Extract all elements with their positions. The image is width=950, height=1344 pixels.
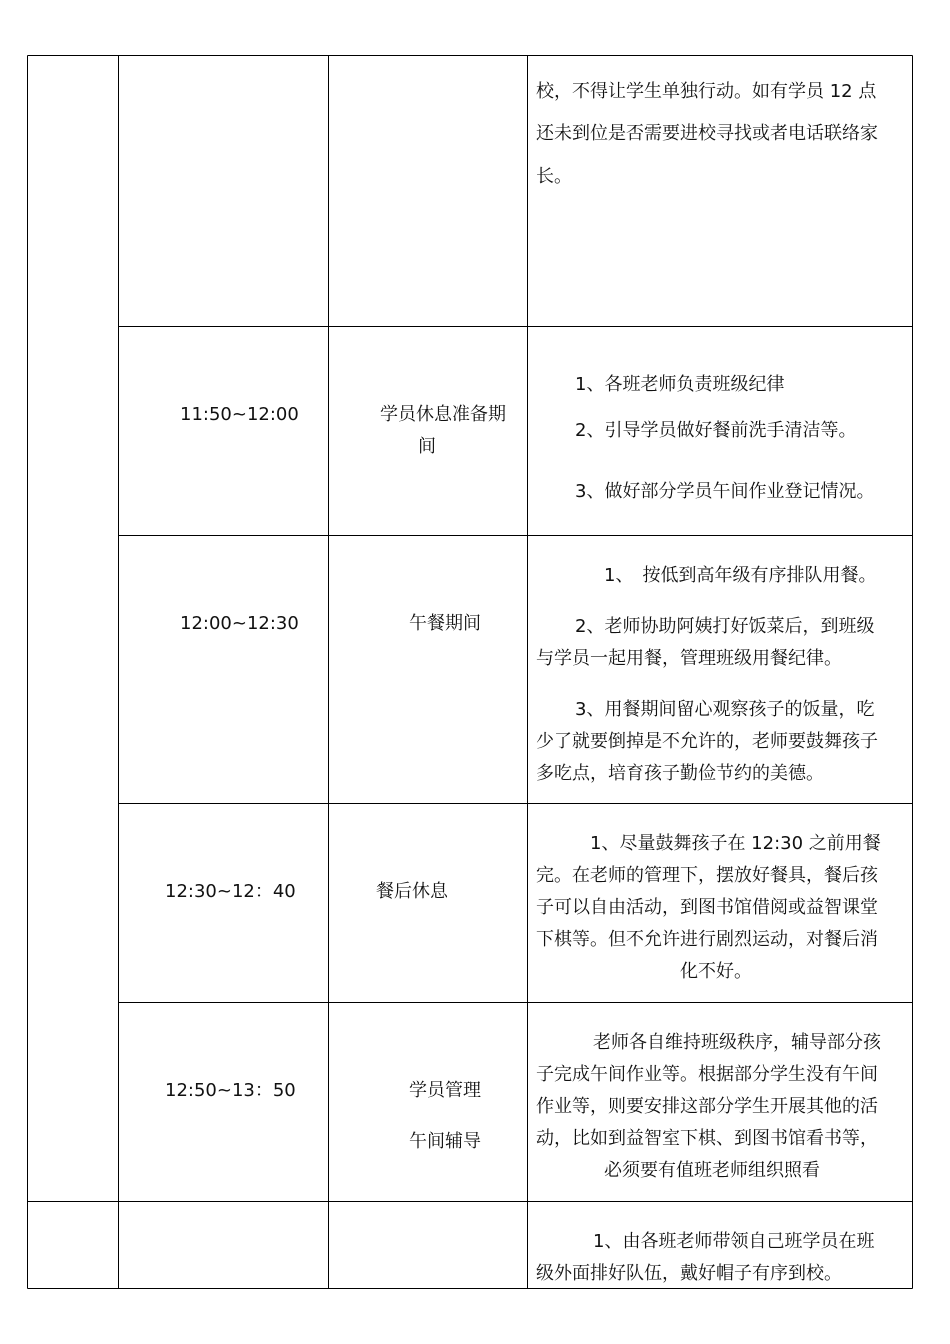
detail-line: 子完成午间作业等。根据部分学生没有午间 [536, 1064, 878, 1085]
detail-line: 1、尽量鼓舞孩子在 12:30 之前用餐 [590, 833, 881, 854]
detail-line: 2、引导学员做好餐前洗手清洁等。 [575, 420, 857, 441]
time-slot: 12:50~13：50 [165, 1080, 296, 1101]
detail-line: 3、做好部分学员午间作业登记情况。 [575, 481, 875, 502]
detail-line: 1、由各班老师带领自己班学员在班 [593, 1231, 875, 1252]
activity-label: 学员管理 [409, 1080, 481, 1101]
detail-line: 2、老师协助阿姨打好饭菜后，到班级 [575, 616, 875, 637]
detail-line: 多吃点，培育孩子勤俭节约的美德。 [536, 763, 824, 784]
detail-line: 与学员一起用餐，管理班级用餐纪律。 [536, 648, 842, 669]
time-slot: 11:50~12:00 [180, 404, 299, 425]
activity-label: 学员休息准备期 [380, 404, 506, 425]
detail-line: 级外面排好队伍，戴好帽子有序到校。 [536, 1263, 842, 1284]
detail-line: 1、各班老师负责班级纪律 [575, 374, 785, 395]
detail-line: 少了就要倒掉是不允许的，老师要鼓舞孩子 [536, 731, 878, 752]
time-slot: 12:00~12:30 [180, 613, 299, 634]
activity-label: 间 [418, 436, 436, 457]
detail-line: 下棋等。但不允许进行剧烈运动，对餐后消 [536, 929, 878, 950]
detail-line: 完。在老师的管理下，摆放好餐具，餐后孩 [536, 865, 878, 886]
detail-line: 动，比如到益智室下棋、到图书馆看书等， [536, 1128, 878, 1149]
detail-line: 必须要有值班老师组织照看 [604, 1160, 820, 1181]
detail-line: 长。 [536, 166, 572, 187]
detail-line: 3、用餐期间留心观察孩子的饭量，吃 [575, 699, 875, 720]
activity-label: 午间辅导 [409, 1131, 481, 1152]
activity-label: 餐后休息 [376, 881, 448, 902]
detail-line: 老师各自维持班级秩序，辅导部分孩 [593, 1032, 881, 1053]
detail-line: 子可以自由活动，到图书馆借阅或益智课堂 [536, 897, 878, 918]
activity-label: 午餐期间 [409, 613, 481, 634]
detail-line: 化不好。 [680, 961, 752, 982]
detail-line: 1、 按低到高年级有序排队用餐。 [604, 565, 877, 586]
detail-line: 校，不得让学生单独行动。如有学员 12 点 [536, 81, 877, 102]
time-slot: 12:30~12：40 [165, 881, 296, 902]
detail-line: 还未到位是否需要进校寻找或者电话联络家 [536, 123, 878, 144]
detail-line: 作业等，则要安排这部分学生开展其他的活 [536, 1096, 878, 1117]
